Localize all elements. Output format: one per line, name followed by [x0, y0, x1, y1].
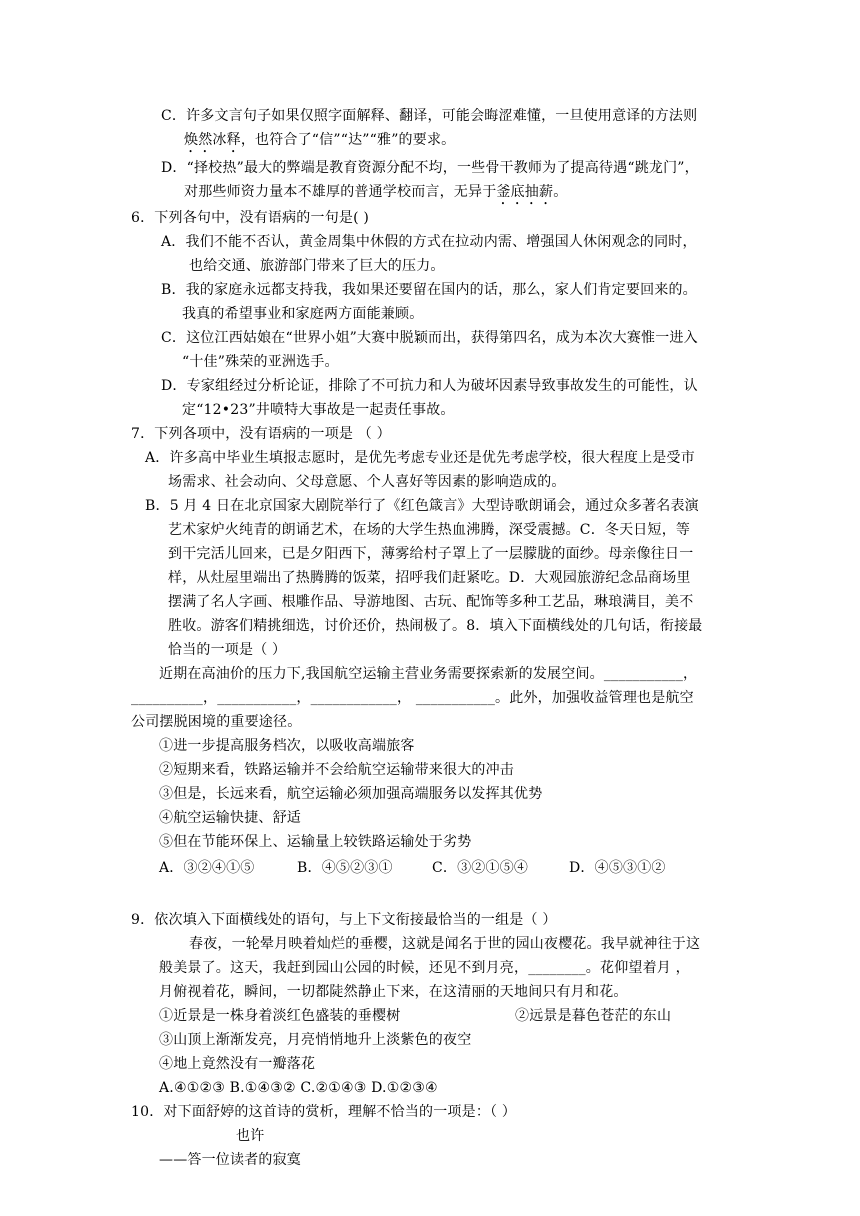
passage-9-line1: 春夜，一轮晕月映着灿烂的垂樱，这就是闻名于世的园山夜樱花。我早就神往于这 [189, 936, 701, 952]
option-7b-line6: 胜收。游客们精挑细选，讨价还价，热闹极了。8．填入下面横线处的几句话，衔接最 [168, 618, 703, 634]
options-9: A.④①②③ B.①④③② C.②①④③ D.①②③④ [159, 1080, 438, 1096]
statement-9-4: ④地上竟然没有一瓣落花 [159, 1056, 316, 1072]
poem-subtitle: ——答一位读者的寂寞 [159, 1152, 301, 1168]
option-6c-line2: “十佳”殊荣的亚洲选手。 [182, 354, 339, 370]
option-7b-line4: 样，从灶屋里端出了热腾腾的饭菜，招呼我们赶紧吃。D．大观园旅游纪念品商场里 [168, 570, 691, 586]
statement-8-4: ④航空运输快捷、舒适 [159, 810, 301, 826]
emphasis-shi: 释 [226, 132, 241, 148]
option-6b-line2: 我真的希望事业和家庭两方面能兼顾。 [182, 306, 424, 322]
option-5c-line2: 焕然冰释，也符合了“信”“达”“雅”的要求。 [184, 132, 456, 148]
passage-8-line1: 近期在高油价的压力下,我国航空运输主营业务需要探索新的发展空间。___________， [159, 666, 698, 682]
emphasis-fudichouxin: 釜底抽薪 [496, 184, 554, 200]
question-6-stem: 6．下列各句中，没有语病的一句是( ) [131, 210, 370, 226]
poem-title: 也许 [236, 1128, 265, 1144]
option-6a-line2: 也给交通、旅游部门带来了巨大的压力。 [189, 258, 445, 274]
statement-8-1: ①进一步提高服务档次，以吸收高端旅客 [159, 738, 415, 754]
option-8c: C．③②①⑤④ [432, 860, 529, 876]
passage-9-line3: 月俯视着花，瞬间，一切都陡然静止下来，在这清丽的天地间只有月和花。 [159, 984, 628, 1000]
statement-9-1: ①近景是一株身着淡红色盛装的垂樱树 [159, 1008, 401, 1024]
option-6b-line1: B．我的家庭永远都支持我，我如果还要留在国内的话，那么，家人们肯定要回来的。 [161, 282, 697, 298]
option-5d-line1: D．“择校热”最大的弊端是教育资源分配不均，一些骨干教师为了提高待遇“跳龙门”， [161, 160, 699, 176]
passage-9-line2: 般美景了。这天，我赶到园山公园的时候，还见不到月亮，________。花仰望着月 ， [159, 960, 690, 976]
option-7b-line1: B．5 月 4 日在北京国家大剧院举行了《红色箴言》大型诗歌朗诵会，通过众多著名表演 [145, 498, 699, 514]
statement-8-3: ③但是，长远来看，航空运输必须加强高端服务以发挥其优势 [159, 786, 543, 802]
option-7a-line2: 场需求、社会动向、父母意愿、个人喜好等因素的影响造成的。 [168, 474, 566, 490]
option-8b: B．④⑤②③① [297, 860, 393, 876]
question-8-stem-end: 恰当的一项是（ ） [168, 642, 287, 658]
statement-9-3: ③山顶上渐渐发亮，月亮悄悄地升上淡紫色的夜空 [159, 1032, 472, 1048]
statement-8-5: ⑤但在节能环保上、运输量上较铁路运输处于劣势 [159, 834, 472, 850]
option-7b-line5: 摆满了名人字画、根雕作品、导游地图、古玩、配饰等多种工艺品，琳琅满目，美不 [168, 594, 694, 610]
question-7-stem: 7．下列各项中，没有语病的一项是 （ ） [131, 426, 391, 442]
option-5c-line1: C．许多文言句子如果仅照字面解释、翻译，可能会晦涩难懂，一旦使用意译的方法则 [161, 108, 698, 124]
option-5d-line2: 对那些师资力量本不雄厚的普通学校而言，无异于釜底抽薪。 [184, 184, 568, 200]
emphasis-huanran: 焕然 [184, 132, 213, 148]
option-8d: D．④⑤③①② [569, 860, 666, 876]
option-6a-line1: A．我们不能不否认，黄金周集中休假的方式在拉动内需、增强国人休闲观念的同时， [161, 234, 697, 250]
option-7b-line2: 艺术家炉火纯青的朗诵艺术，在场的大学生热血沸腾，深受震撼。C．冬天日短，等 [168, 522, 691, 538]
question-10-stem: 10．对下面舒婷的这首诗的赏析，理解不恰当的一项是：（ ） [131, 1104, 517, 1120]
option-7a-line1: A．许多高中毕业生填报志愿时，是优先考虑专业还是优先考虑学校，很大程度上是受市 [145, 450, 695, 466]
option-6c-line1: C．这位江西姑娘在“世界小姐”大赛中脱颖而出，获得第四名，成为本次大赛惟一进入 [161, 330, 698, 346]
passage-8-line3: 公司摆脱困境的重要途径。 [131, 714, 302, 730]
passage-8-line2: __________，___________，____________， ___________。此外，加强收益管理也是航空 [131, 690, 694, 706]
statement-8-2: ②短期来看，铁路运输并不会给航空运输带来很大的冲击 [159, 762, 514, 778]
option-6d-line2: 定“12•23”井喷特大事故是一起责任事故。 [182, 402, 455, 418]
option-7b-line3: 到干完活儿回来，已是夕阳西下，薄雾给村子罩上了一层朦胧的面纱。母亲像往日一 [168, 546, 694, 562]
statement-9-2: ②远景是暮色苍茫的东山 [515, 1008, 672, 1024]
option-8a: A．③②④①⑤ [159, 860, 255, 876]
question-9-stem: 9．依次填入下面横线处的语句，与上下文衔接最恰当的一组是（ ） [131, 912, 557, 928]
option-6d-line1: D．专家组经过分析论证，排除了不可抗力和人为破坏因素导致事故发生的可能性，认 [161, 378, 698, 394]
